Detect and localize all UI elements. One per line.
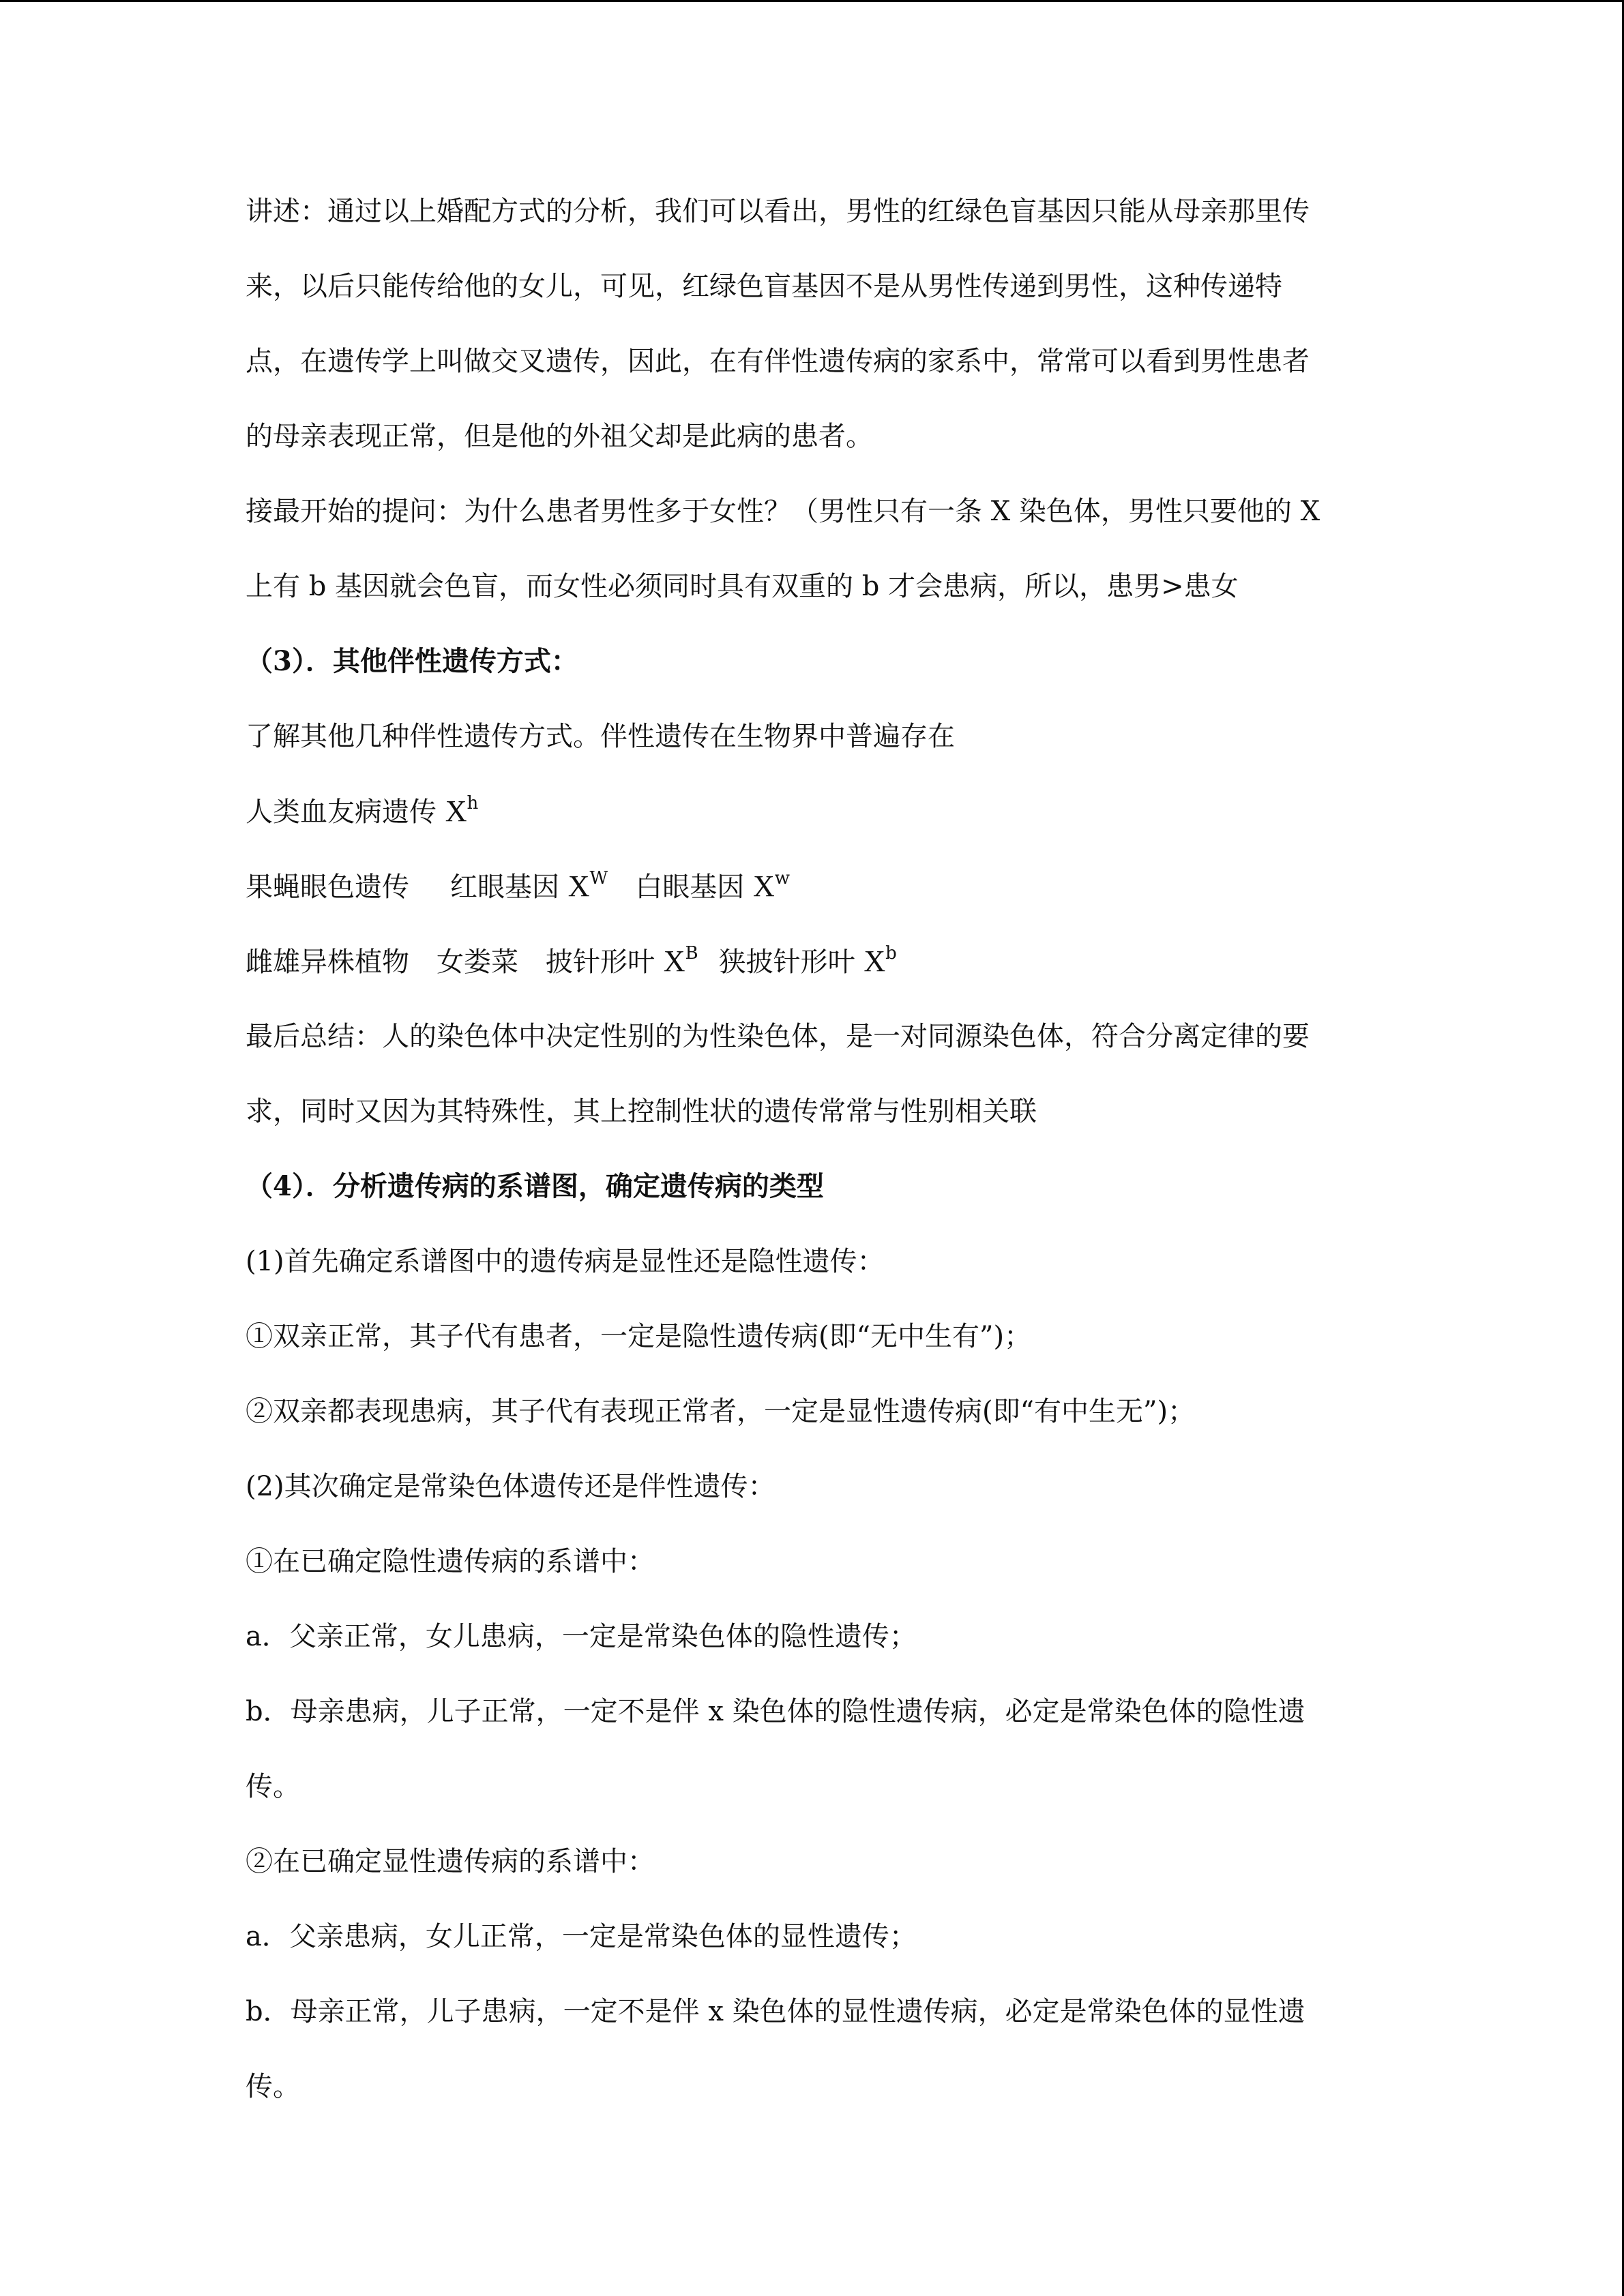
paragraph-line: (1)首先确定系谱图中的遗传病是显性还是隐性遗传：	[246, 1246, 885, 1277]
paragraph-line: b．母亲患病，儿子正常，一定不是伴 x 染色体的隐性遗传病，必定是常染色体的隐性遗	[246, 1696, 1305, 1727]
gene-symbol: X	[567, 869, 590, 903]
example-hemophilia	[246, 791, 478, 833]
gene-superscript: b	[885, 943, 897, 964]
section-heading-4: （4）．分析遗传病的系谱图，确定遗传病的类型	[246, 1170, 824, 1202]
gene-symbol: X	[445, 794, 467, 828]
paragraph-line: 接最开始的提问：为什么患者男性多于女性？（男性只有一条 X 染色体，男性只要他的 X	[246, 496, 1320, 527]
gene-superscript: w	[774, 868, 790, 889]
paragraph-line: 讲述：通过以上婚配方式的分析，我们可以看出，男性的红绿色盲基因只能从母亲那里传	[246, 196, 1310, 227]
paragraph-line: ②双亲都表现患病，其子代有表现正常者，一定是显性遗传病(即“有中生无”)；	[246, 1396, 1196, 1427]
example-label: 果蝇眼色遗传	[246, 871, 409, 903]
white-eye-label: 白眼基因	[635, 871, 753, 903]
paragraph-line: 上有 b 基因就会色盲，而女性必须同时具有双重的 b 才会患病，所以，患男>患女	[246, 571, 1239, 602]
gene-superscript: B	[685, 943, 698, 964]
paragraph-line: 的母亲表现正常，但是他的外祖父却是此病的患者。	[246, 421, 873, 452]
paragraph-line: (2)其次确定是常染色体遗传还是伴性遗传：	[246, 1471, 776, 1502]
paragraph-line: 传。	[246, 2071, 300, 2102]
paragraph-line: ①在已确定隐性遗传病的系谱中：	[246, 1546, 655, 1577]
example-label: 雌雄异株植物	[246, 946, 409, 978]
plant-name: 女娄菜	[437, 946, 518, 978]
example-fruitfly	[246, 866, 790, 908]
broad-leaf-label: 披针形叶	[546, 946, 664, 978]
gene-symbol: X	[863, 944, 886, 978]
paragraph-line: b．母亲正常，儿子患病，一定不是伴 x 染色体的显性遗传病，必定是常染色体的显性遗	[246, 1996, 1305, 2027]
paragraph-line: 点，在遗传学上叫做交叉遗传，因此，在有伴性遗传病的家系中，常常可以看到男性患者	[246, 346, 1310, 377]
page-border-top	[0, 0, 1624, 2]
section-heading-3: （3）．其他伴性遗传方式：	[246, 645, 578, 677]
gene-superscript: W	[589, 868, 608, 889]
paragraph-line: a．父亲正常，女儿患病，一定是常染色体的隐性遗传；	[246, 1621, 917, 1652]
gene-symbol: X	[663, 944, 685, 978]
gene-superscript: h	[467, 793, 479, 814]
paragraph-line: ①双亲正常，其子代有患者，一定是隐性遗传病(即“无中生有”)；	[246, 1321, 1032, 1352]
paragraph-line: a．父亲患病，女儿正常，一定是常染色体的显性遗传；	[246, 1921, 917, 1952]
narrow-leaf-label: 狭披针形叶	[718, 946, 864, 978]
paragraph-line: ②在已确定显性遗传病的系谱中：	[246, 1846, 655, 1877]
paragraph-line: 传。	[246, 1771, 300, 1802]
red-eye-label: 红眼基因	[450, 871, 568, 903]
example-label: 人类血友病遗传	[246, 796, 445, 828]
paragraph-line: 来，以后只能传给他的女儿，可见，红绿色盲基因不是从男性传递到男性，这种传递特	[246, 271, 1282, 302]
paragraph-line: 最后总结：人的染色体中决定性别的为性染色体，是一对同源染色体，符合分离定律的要	[246, 1021, 1310, 1052]
paragraph-line: 求，同时又因为其特殊性，其上控制性状的遗传常常与性别相关联	[246, 1096, 1037, 1127]
example-dioecious	[246, 941, 897, 983]
gene-symbol: X	[752, 869, 775, 903]
paragraph-line: 了解其他几种伴性遗传方式。伴性遗传在生物界中普遍存在	[246, 721, 955, 752]
